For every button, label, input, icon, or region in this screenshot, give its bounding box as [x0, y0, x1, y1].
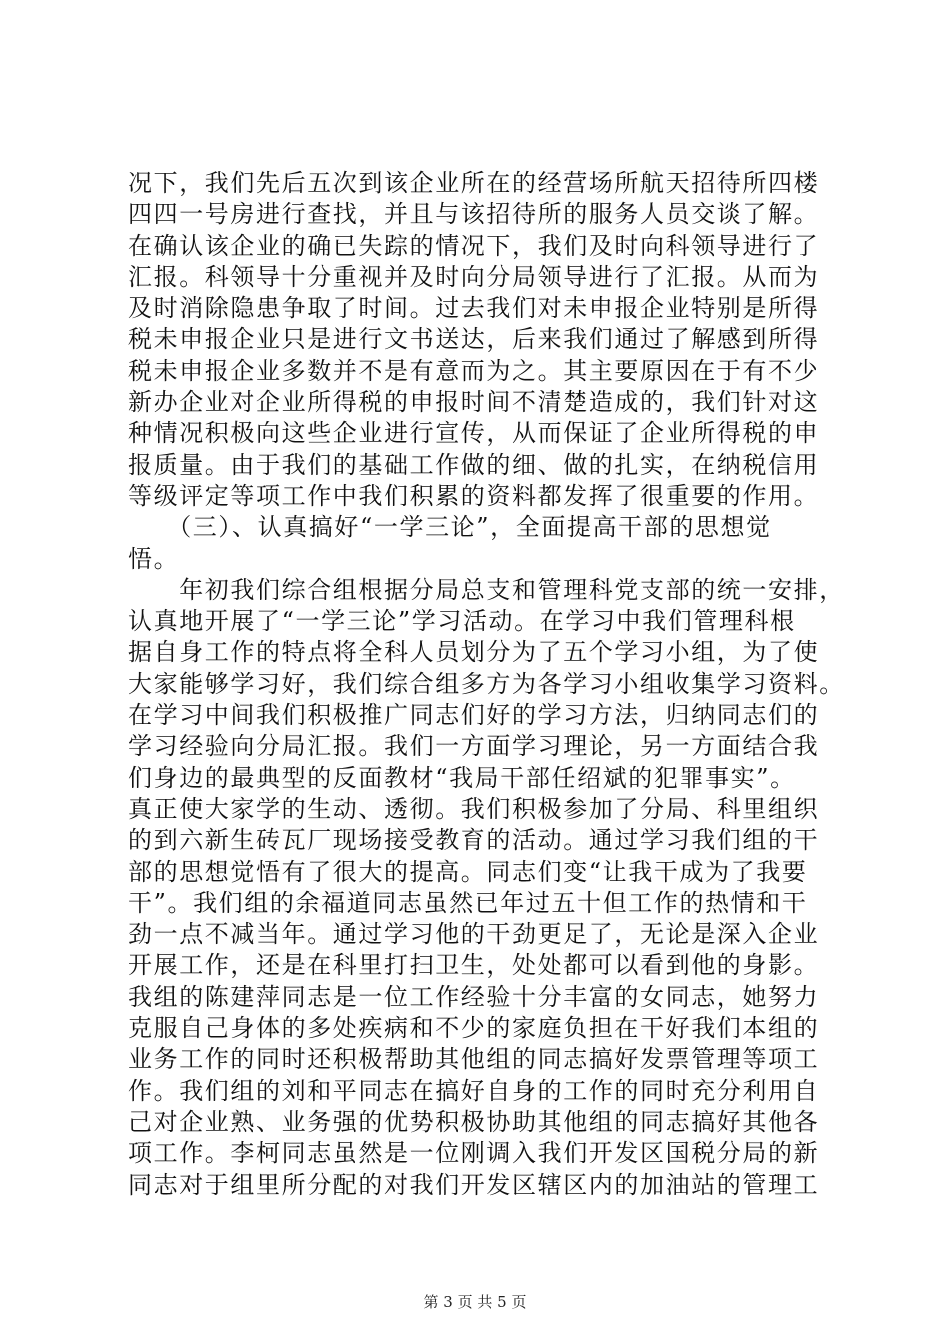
text-line: 劲一点不减当年。通过学习他的干劲更足了，无论是深入企业 — [128, 920, 820, 949]
text-line: 同志对于组里所分配的对我们开发区辖区内的加油站的管理工 — [128, 1170, 820, 1199]
body-text — [128, 168, 848, 1201]
text-line: 克服自己身体的多处疾病和不少的家庭负担在干好我们本组的 — [128, 1014, 820, 1043]
text-line: 真正使大家学的生动、透彻。我们积极参加了分局、科里组织 — [128, 794, 820, 823]
text-line: 税未申报企业只是进行文书送达，后来我们通过了解感到所得 — [128, 325, 820, 354]
text-line: 悟。 — [128, 544, 180, 573]
text-line: 据自身工作的特点将全科人员划分为了五个学习小组，为了使 — [128, 638, 820, 667]
text-line: 年初我们综合组根据分局总支和管理科党支部的统一安排， — [128, 575, 845, 604]
text-line: 种情况积极向这些企业进行宣传，从而保证了企业所得税的申 — [128, 419, 820, 448]
text-line: 新办企业对企业所得税的申报时间不清楚造成的，我们针对这 — [128, 388, 820, 417]
text-line: 部的思想觉悟有了很大的提高。同志们变“让我干成为了我要 — [128, 857, 808, 886]
text-line: 况下，我们先后五次到该企业所在的经营场所航天招待所四楼 — [128, 169, 820, 197]
text-line: （三）、认真搞好“一学三论”，全面提高干部的思想觉 — [128, 513, 772, 542]
text-line: 大家能够学习好，我们综合组多方为各学习小组收集学习资料。 — [128, 669, 845, 698]
text-line: 项工作。李柯同志虽然是一位刚调入我们开发区国税分局的新 — [128, 1139, 820, 1168]
text-line: 在确认该企业的确已失踪的情况下，我们及时向科领导进行了 — [128, 231, 820, 260]
text-line: 开展工作，还是在科里打扫卫生，处处都可以看到他的身影。 — [128, 951, 820, 980]
text-line: 认真地开展了“一学三论”学习活动。在学习中我们管理科根 — [128, 607, 796, 636]
text-line: 业务工作的同时还积极帮助其他组的同志搞好发票管理等项工 — [128, 1045, 820, 1074]
text-line: 己对企业熟、业务强的优势积极协助其他组的同志搞好其他各 — [128, 1107, 820, 1136]
text-line: 等级评定等项工作中我们积累的资料都发挥了很重要的作用。 — [128, 481, 820, 510]
text-line: 干”。我们组的余福道同志虽然已年过五十但工作的热情和干 — [128, 888, 808, 917]
text-line: 及时消除隐患争取了时间。过去我们对未申报企业特别是所得 — [128, 294, 820, 323]
text-line: 们身边的最典型的反面教材“我局干部任绍斌的犯罪事实”。 — [128, 763, 796, 792]
text-line: 学习经验向分局汇报。我们一方面学习理论，另一方面结合我 — [128, 732, 820, 761]
text-line: 我组的陈建萍同志是一位工作经验十分丰富的女同志，她努力 — [128, 982, 820, 1011]
text-line: 汇报。科领导十分重视并及时向分局领导进行了汇报。从而为 — [128, 262, 820, 291]
text-line: 四四一号房进行查找，并且与该招待所的服务人员交谈了解。 — [128, 200, 820, 229]
text-line: 税未申报企业多数并不是有意而为之。其主要原因在于有不少 — [128, 356, 820, 385]
text-line: 的到六新生砖瓦厂现场接受教育的活动。通过学习我们组的干 — [128, 826, 820, 855]
text-line: 作。我们组的刘和平同志在搞好自身的工作的同时充分利用自 — [128, 1076, 820, 1105]
text-line: 在学习中间我们积极推广同志们好的学习方法，归纳同志们的 — [128, 701, 820, 730]
page-footer: 第 3 页 共 5 页 — [423, 1293, 527, 1311]
text-line: 报质量。由于我们的基础工作做的细、做的扎实，在纳税信用 — [128, 450, 820, 479]
